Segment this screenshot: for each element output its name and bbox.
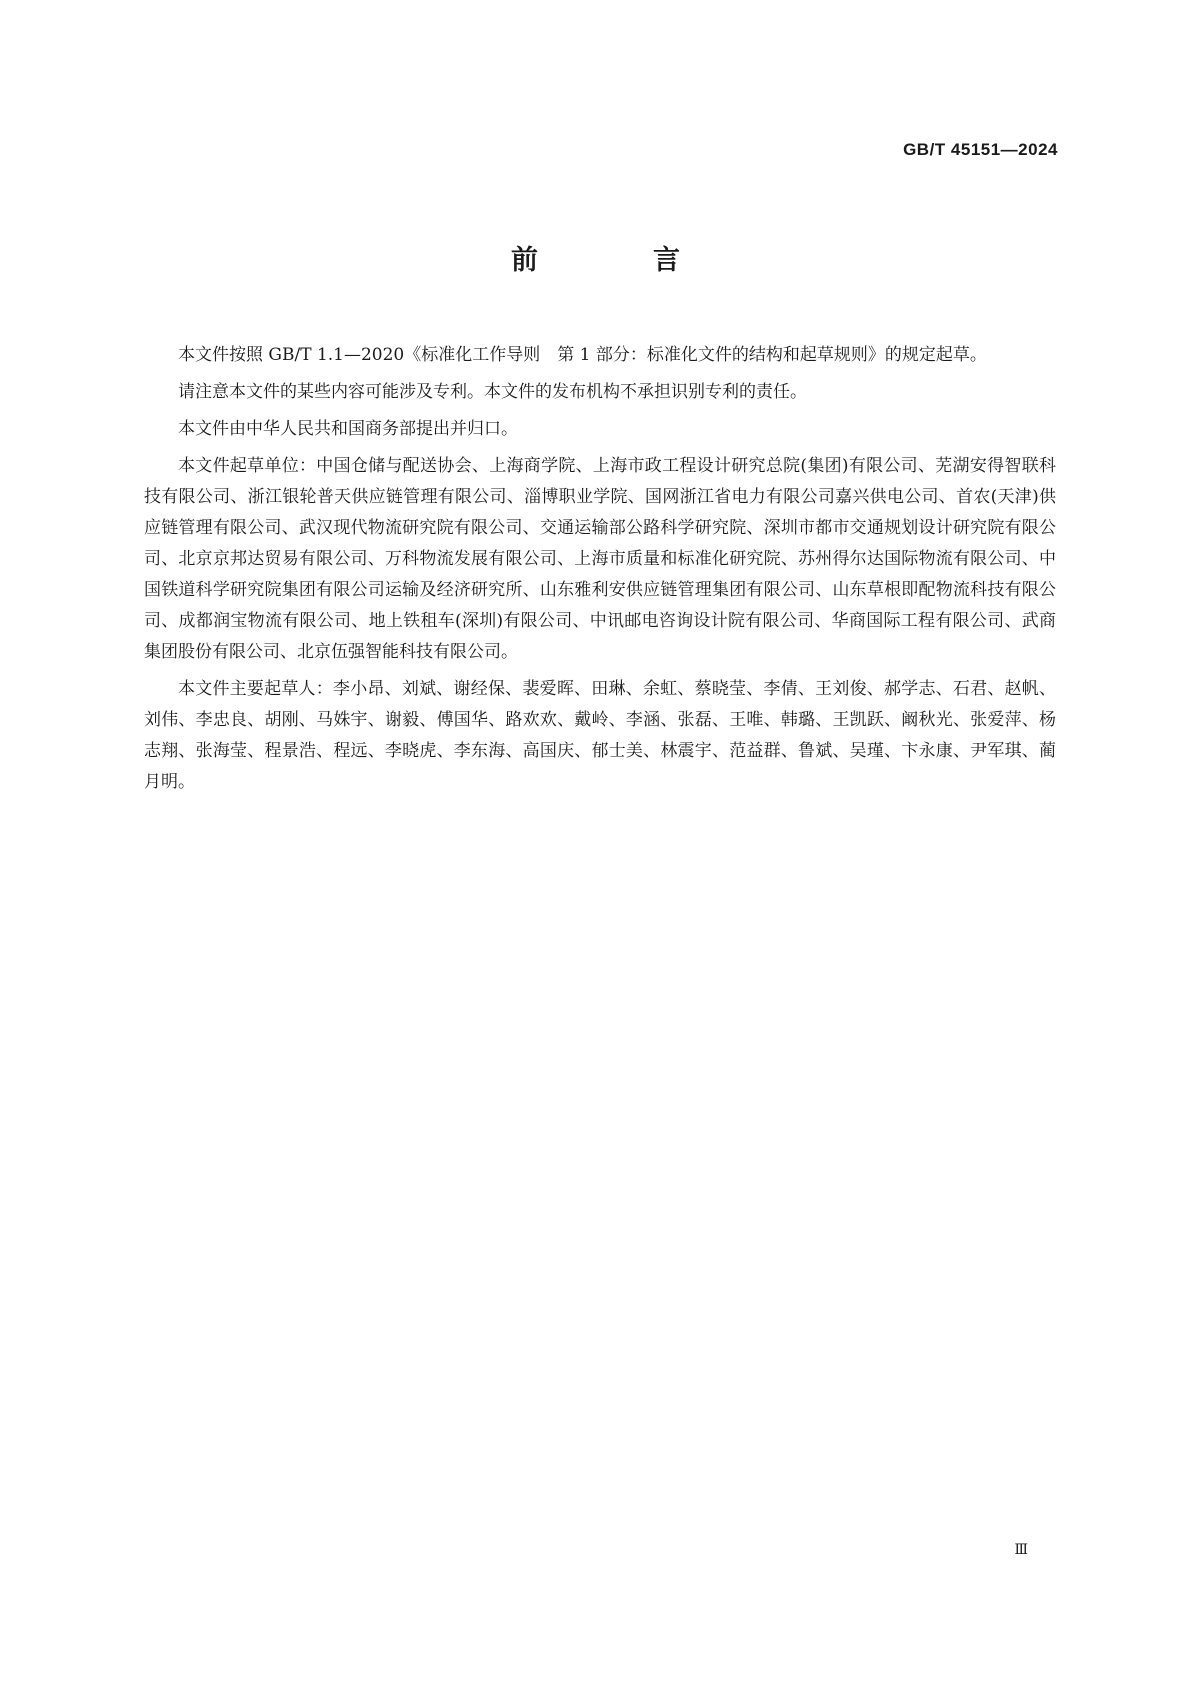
page-number: Ⅲ [1014,1542,1028,1558]
paragraph-drafting-units: 本文件起草单位：中国仓储与配送协会、上海商学院、上海市政工程设计研究总院(集团)有限公司、芜湖安得智联科技有限公司、浙江银轮普天供应链管理有限公司、淄博职业学院、国网浙江省电力有限公司嘉兴供电公司、首农(天津)供应链管理有限公司、武汉现代物流研究院有限公司、交通运输部公路科学研究院、深圳市都市交通规划设计研究院有限公司、北京京邦达贸易有限公司、万科物流发展有限公司、上海市质量和标准化研究院、苏州得尔达国际物流有限公司、中国铁道科学研究院集团有限公司运输及经济研究所、山东雅利安供应链管理集团有限公司、山东草根即配物流科技有限公司、成都润宝物流有限公司、地上铁租车(深圳)有限公司、中讯邮电咨询设计院有限公司、华商国际工程有限公司、武商集团股份有限公司、北京伍强智能科技有限公司。 [144,456,1056,662]
paragraph-proposer: 本文件由中华人民共和国商务部提出并归口。 [178,419,518,439]
paragraph-patent-notice: 请注意本文件的某些内容可能涉及专利。本文件的发布机构不承担识别专利的责任。 [178,382,807,402]
foreword-body [144,340,1056,804]
paragraph-drafters: 本文件主要起草人：李小昂、刘斌、谢经保、裴爱晖、田琳、余虹、蔡晓莹、李倩、王刘俊、郝学志、石君、赵帆、刘伟、李忠良、胡刚、马姝宇、谢毅、傅国华、路欢欢、戴岭、李涵、张磊、王唯、韩璐、王凯跃、阚秋光、张爱萍、杨志翔、张海莹、程景浩、程远、李晓虎、李东海、高国庆、郁士美、林震宇、范益群、鲁斌、吴瑾、卞永康、尹军琪、蔺月明。 [144,679,1056,792]
paragraph-drafting-rules: 本文件按照 GB/T 1.1—2020《标准化工作导则 第 1 部分：标准化文件的结构和起草规则》的规定起草。 [178,345,987,365]
page-title: 前 言 [511,245,724,276]
document-code: GB/T 45151—2024 [903,140,1058,159]
